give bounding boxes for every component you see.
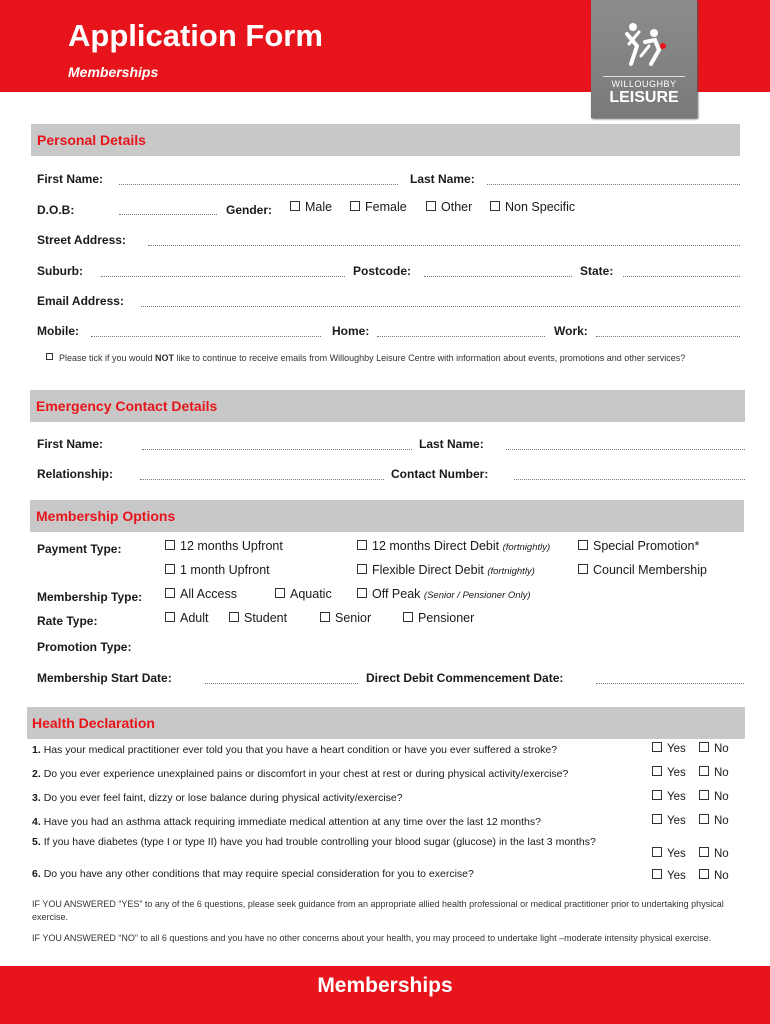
health-question [32, 768, 642, 781]
footer-title: Memberships [317, 974, 453, 997]
question-text: If you have diabetes (type I or type II) have you had trouble controlling your blood sugar (glucose) in the last 3 months? [43, 836, 596, 848]
question-3-yes-label: Yes [667, 791, 686, 803]
logo-text-willoughby: WILLOUGHBY [611, 79, 677, 89]
state-label: State: [580, 264, 614, 278]
email-field[interactable] [141, 306, 740, 307]
membership-aquatic-label: Aquatic [290, 587, 332, 601]
membership-aquatic-checkbox[interactable] [275, 587, 332, 601]
street-address-label: Street Address: [37, 233, 126, 247]
membership-off-peak-note: (Senior / Pensioner Only) [423, 590, 531, 601]
gender-non-specific-checkbox[interactable] [490, 200, 575, 214]
home-label: Home: [332, 324, 370, 338]
health-question [32, 836, 617, 849]
question-6-yes-label: Yes [667, 870, 686, 882]
dob-field[interactable] [119, 214, 217, 215]
gender-male-checkbox[interactable] [290, 200, 332, 214]
question-6-yes-checkbox[interactable] [652, 869, 686, 882]
pay-12-months-direct-debit-label: 12 months Direct Debit [372, 539, 500, 553]
question-text: Do you ever experience unexplained pains or discomfort in your chest at rest or during physical activity/exercise? [43, 768, 569, 780]
rate-adult-checkbox[interactable] [165, 611, 209, 625]
gender-female-checkbox[interactable] [350, 200, 407, 214]
pay-flexible-dd-note: (fortnightly) [487, 566, 535, 577]
contact-number-label: Contact Number: [391, 467, 489, 481]
state-field[interactable] [623, 276, 740, 277]
pay-12-months-upfront-label: 12 months Upfront [180, 539, 283, 553]
emergency-first-name-field[interactable] [142, 449, 412, 450]
street-address-field[interactable] [148, 245, 740, 246]
gender-other-checkbox[interactable] [426, 200, 472, 214]
direct-debit-commencement-label: Direct Debit Commencement Date: [366, 671, 564, 685]
section-personal-details: Personal Details [31, 124, 740, 156]
health-question [32, 868, 642, 881]
question-number: 1. [32, 744, 41, 756]
question-5-yes-checkbox[interactable] [652, 847, 686, 860]
question-5-yes-label: Yes [667, 848, 686, 860]
health-note-yes: IF YOU ANSWERED “YES” to any of the 6 questions, please seek guidance from an appropriate allied health professional or medical practitioner prior to undertaking physical exercise. [32, 899, 724, 922]
email-optout-checkbox[interactable] [46, 353, 53, 360]
membership-start-date-label: Membership Start Date: [37, 671, 172, 685]
question-text: Have you had an asthma attack requiring immediate medical attention at any time over the last 12 months? [43, 816, 541, 828]
question-number: 5. [32, 836, 41, 848]
suburb-field[interactable] [101, 276, 345, 277]
pay-special-promotion-label: Special Promotion* [593, 539, 700, 553]
pay-flexible-direct-debit-checkbox[interactable] [357, 563, 535, 577]
health-question [32, 744, 642, 757]
membership-off-peak-label: Off Peak [372, 587, 421, 601]
pay-council-membership-label: Council Membership [593, 563, 707, 577]
direct-debit-commencement-field[interactable] [596, 683, 744, 684]
question-number: 3. [32, 792, 41, 804]
rate-pensioner-label: Pensioner [418, 611, 475, 625]
rate-senior-label: Senior [335, 611, 372, 625]
first-name-field[interactable] [119, 184, 398, 185]
mobile-field[interactable] [91, 336, 321, 337]
pay-12-months-dd-note: (fortnightly) [502, 542, 551, 553]
emergency-last-name-field[interactable] [506, 449, 745, 450]
willoughby-leisure-logo [591, 0, 697, 118]
health-note-no: IF YOU ANSWERED “NO” to all 6 questions and you have no other concerns about your health, you may proceed to undertake light –moderate intensity physical exercise. [32, 933, 712, 943]
gender-label: Gender: [226, 203, 273, 217]
membership-off-peak-checkbox[interactable] [357, 587, 531, 601]
question-text: Do you ever feel faint, dizzy or lose balance during physical activity/exercise? [43, 792, 403, 804]
gender-non-specific-label: Non Specific [505, 200, 576, 214]
membership-type-label: Membership Type: [37, 590, 143, 604]
section-emergency-contact: Emergency Contact Details [30, 390, 745, 422]
people-figures-icon [619, 20, 669, 70]
email-label: Email Address: [37, 294, 124, 308]
question-4-yes-checkbox[interactable] [652, 814, 686, 827]
question-6-no-checkbox[interactable] [699, 869, 729, 882]
gender-male-label: Male [305, 200, 333, 214]
suburb-label: Suburb: [37, 264, 83, 278]
last-name-label: Last Name: [410, 172, 475, 186]
work-label: Work: [554, 324, 588, 338]
emergency-last-name-label: Last Name: [419, 437, 484, 451]
work-field[interactable] [596, 336, 740, 337]
question-text: Has your medical practitioner ever told you that you have a heart condition or have you ever suffered a stroke? [43, 744, 558, 756]
page-title: Application Form [68, 18, 323, 53]
question-2-yes-checkbox[interactable] [652, 766, 686, 779]
rate-senior-checkbox[interactable] [320, 611, 371, 625]
question-4-no-checkbox[interactable] [699, 814, 729, 827]
gender-other-label: Other [441, 200, 473, 214]
promotion-type-label: Promotion Type: [37, 640, 132, 654]
rate-type-label: Rate Type: [37, 614, 98, 628]
question-6-no-label: No [714, 870, 729, 882]
optout-text-end: like to continue to receive emails from Willoughby Leisure Centre with information about events, promotions and other services? [174, 353, 686, 363]
pay-1-month-upfront-label: 1 month Upfront [180, 563, 270, 577]
membership-start-date-field[interactable] [205, 683, 358, 684]
question-5-no-label: No [714, 848, 729, 860]
question-2-no-checkbox[interactable] [699, 766, 729, 779]
question-2-no-label: No [714, 767, 729, 779]
dob-label: D.O.B: [37, 203, 75, 217]
question-1-yes-label: Yes [667, 743, 686, 755]
membership-all-access-checkbox[interactable] [165, 587, 237, 601]
question-text: Do you have any other conditions that may require special consideration for you to exercise? [43, 868, 474, 880]
membership-all-access-label: All Access [180, 587, 237, 601]
postcode-field[interactable] [424, 276, 572, 277]
question-4-no-label: No [714, 815, 729, 827]
question-4-yes-label: Yes [667, 815, 686, 827]
emergency-first-name-label: First Name: [37, 437, 104, 451]
question-3-yes-checkbox[interactable] [652, 790, 686, 803]
email-optout-note [46, 352, 726, 365]
postcode-label: Postcode: [353, 264, 412, 278]
health-question [32, 792, 642, 805]
page-subtitle: Memberships [68, 64, 159, 80]
pay-1-month-upfront-checkbox[interactable] [165, 563, 270, 577]
question-1-no-checkbox[interactable] [699, 742, 729, 755]
pay-12-months-upfront-checkbox[interactable] [165, 539, 283, 553]
mobile-label: Mobile: [37, 324, 79, 338]
section-membership-options: Membership Options [30, 500, 744, 532]
rate-adult-label: Adult [180, 611, 209, 625]
rate-pensioner-checkbox[interactable] [403, 611, 474, 625]
logo-text-leisure: LEISURE [609, 89, 679, 106]
pay-flexible-direct-debit-label: Flexible Direct Debit [372, 563, 484, 577]
relationship-field[interactable] [140, 479, 384, 480]
question-1-yes-checkbox[interactable] [652, 742, 686, 755]
question-2-yes-label: Yes [667, 767, 686, 779]
question-3-no-label: No [714, 791, 729, 803]
rate-student-label: Student [244, 611, 288, 625]
question-5-no-checkbox[interactable] [699, 847, 729, 860]
relationship-label: Relationship: [37, 467, 114, 481]
rate-student-checkbox[interactable] [229, 611, 287, 625]
pay-special-promotion-checkbox[interactable] [578, 539, 699, 553]
contact-number-field[interactable] [514, 479, 745, 480]
optout-text-not: NOT [155, 353, 175, 363]
question-number: 4. [32, 816, 41, 828]
payment-type-label: Payment Type: [37, 542, 122, 556]
pay-12-months-direct-debit-checkbox[interactable] [357, 539, 550, 553]
question-3-no-checkbox[interactable] [699, 790, 729, 803]
gender-female-label: Female [365, 200, 407, 214]
home-field[interactable] [377, 336, 545, 337]
question-1-no-label: No [714, 743, 729, 755]
section-health-declaration: Health Declaration [27, 707, 745, 739]
last-name-field[interactable] [487, 184, 740, 185]
optout-text-start: Please tick if you would [59, 353, 156, 363]
first-name-label: First Name: [37, 172, 104, 186]
question-number: 2. [32, 768, 41, 780]
health-question [32, 816, 642, 829]
pay-council-membership-checkbox[interactable] [578, 563, 707, 577]
question-number: 6. [32, 868, 41, 880]
